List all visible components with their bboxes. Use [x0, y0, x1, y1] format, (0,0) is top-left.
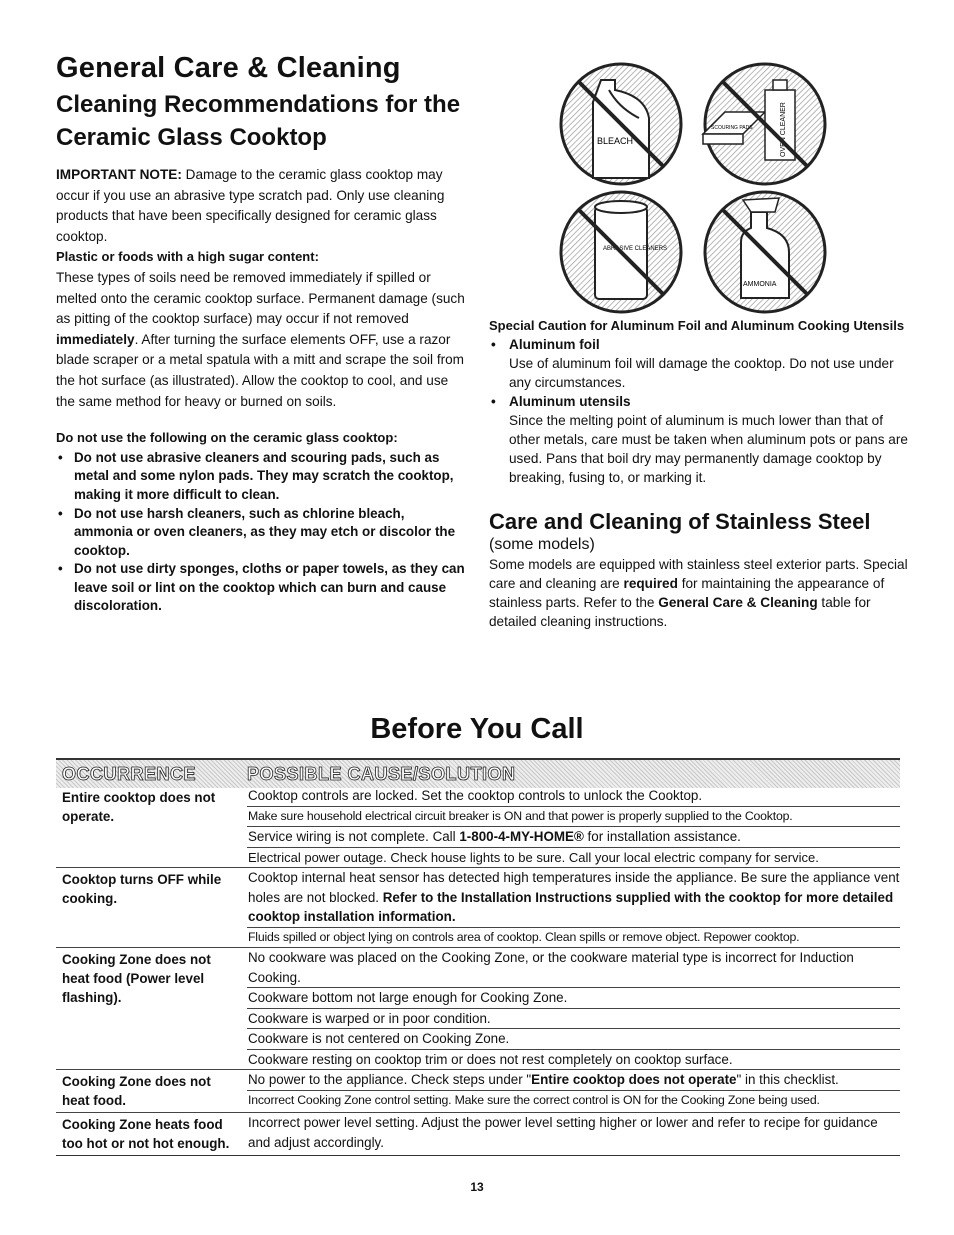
stainless-text: Some models are equipped with stainless steel exterior parts. Special care and cleaning are required for maintaining the appearance of stainless parts. Refer to the General Care & Cleaning table for detailed cleaning instructions.	[489, 557, 908, 629]
table-row	[56, 1112, 900, 1155]
left-column	[56, 165, 466, 616]
occurrence-cell: Entire cooktop does not operate.	[62, 790, 216, 824]
prohibited-products-illustration	[553, 62, 833, 317]
svg-text:AMMONIA: AMMONIA	[743, 281, 777, 288]
solution-cell: Make sure household electrical circuit breaker is ON and that power is properly supplied to the Cooktop.	[247, 806, 900, 827]
troubleshooting-table	[56, 786, 900, 1156]
occurrence-cell: Cooking Zone heats food too hot or not hot enough.	[62, 1117, 230, 1151]
column-header-occurrence: OCCURRENCE	[62, 764, 197, 784]
list-item: • Do not use dirty sponges, cloths or paper towels, as they can leave soil or lint on the cooktop which can burn and cause discoloration.	[56, 560, 466, 616]
solution-cell: Cooktop controls are locked. Set the cooktop controls to unlock the Cooktop.	[248, 788, 703, 803]
solution-cell: No cookware was placed on the Cooking Zone, or the cookware material type is incorrect for Induction Cooking.	[248, 950, 854, 985]
important-note: IMPORTANT NOTE: Damage to the ceramic glass cooktop may occur if you use an abrasive type scratch pad. Only use cleaning products that have been specifically designed for ceramic glass cooktop.	[56, 167, 445, 244]
occurrence-cell: Cooking Zone does not heat food.	[62, 1074, 211, 1108]
page-title: General Care & Cleaning	[56, 52, 401, 84]
column-header-solution: POSSIBLE CAUSE/SOLUTION	[247, 764, 516, 784]
svg-text:BLEACH: BLEACH	[597, 136, 634, 146]
table-row	[56, 947, 900, 1069]
solution-cell: Cookware resting on cooktop trim or does not rest completely on cooktop surface.	[247, 1049, 900, 1070]
utensils-text: Since the melting point of aluminum is much lower than that of other metals, care must be taken when aluminum pots or pans are used. Pans that boil dry may permanently damage cooktop by breaking, fusing to, or marking it.	[509, 413, 908, 485]
page-number: 13	[470, 1180, 484, 1194]
list-item: • Do not use abrasive cleaners and scouring pads, such as metal and some nylon pads. They may scratch the cooktop, making it more difficult to clean.	[56, 449, 466, 505]
solution-cell: Cooktop internal heat sensor has detected high temperatures inside the appliance. Be sure the appliance vent holes are not blocked. Refer to the Installation Instructions supplied with the cooktop for more detailed cooktop installation information.	[248, 870, 900, 924]
list-item: • Do not use harsh cleaners, such as chlorine bleach, ammonia or oven cleaners, as they may etch or discolor the cooktop.	[56, 505, 466, 561]
solution-cell: Electrical power outage. Check house lights to be sure. Call your local electric company for service.	[247, 847, 900, 868]
table-row	[56, 867, 900, 947]
table-row	[56, 1069, 900, 1112]
plastic-text: These types of soils need be removed immediately if spilled or melted onto the ceramic cooktop surface. Permanent damage (such as pitting of the cooktop surface) may occur if not removed immediately. After turning the surface elements OFF, use a razor blade scraper or a metal spatula with a mitt and scrape the soil from the hot surface (as illustrated). Allow the cooktop to cool, and use the same method for heavy or burned on soils.	[56, 269, 465, 409]
table-header	[56, 758, 900, 788]
stainless-heading: Care and Cleaning of Stainless Steel	[489, 509, 871, 534]
table-row	[56, 786, 900, 867]
right-column	[489, 316, 909, 631]
abrasive-cleaners-prohibited-icon	[561, 192, 681, 312]
svg-text:SCOURING PADS: SCOURING PADS	[711, 125, 753, 131]
plastic-heading: Plastic or foods with a high sugar content:	[56, 249, 319, 265]
donot-heading: Do not use the following on the ceramic glass cooktop:	[56, 430, 398, 446]
before-you-call-title: Before You Call	[370, 713, 584, 745]
ammonia-prohibited-icon	[705, 192, 825, 312]
svg-text:OVEN CLEANER: OVEN CLEANER	[780, 102, 787, 157]
occurrence-cell: Cooking Zone does not heat food (Power level flashing).	[62, 952, 211, 1005]
solution-cell: Cookware bottom not large enough for Cooking Zone.	[247, 987, 900, 1008]
solution-cell: Cookware is warped or in poor condition.	[247, 1008, 900, 1029]
svg-text:ABRASIVE CLEANERS: ABRASIVE CLEANERS	[603, 246, 668, 252]
list-item: • Aluminum utensils	[491, 394, 631, 409]
solution-cell: Service wiring is not complete. Call 1-800-4-MY-HOME® for installation assistance.	[247, 826, 900, 847]
solution-cell: Fluids spilled or object lying on controls area of cooktop. Clean spills or remove object. Repower cooktop.	[247, 927, 900, 948]
scouring-pads-oven-cleaner-prohibited-icon	[703, 64, 825, 184]
section-heading-ceramic: Cleaning Recommendations for the Ceramic Glass Cooktop	[56, 91, 461, 151]
list-item: • Aluminum foil	[491, 337, 600, 352]
solution-cell: Incorrect power level setting. Adjust the power level setting higher or lower and refer to recipe for guidance and adjust accordingly.	[248, 1115, 878, 1150]
donot-list	[56, 449, 466, 616]
solution-cell: No power to the appliance. Check steps under "Entire cooktop does not operate" in this checklist.	[248, 1072, 839, 1087]
stainless-subheading: (some models)	[489, 536, 595, 553]
foil-text: Use of aluminum foil will damage the cooktop. Do not use under any circumstances.	[509, 356, 894, 390]
occurrence-cell: Cooktop turns OFF while cooking.	[62, 872, 222, 906]
solution-cell: Incorrect Cooking Zone control setting. Make sure the correct control is ON for the Cooking Zone being used.	[247, 1090, 900, 1111]
caution-heading: Special Caution for Aluminum Foil and Aluminum Cooking Utensils	[489, 318, 905, 333]
bleach-prohibited-icon	[561, 64, 681, 184]
solution-cell: Cookware is not centered on Cooking Zone.	[247, 1028, 900, 1049]
